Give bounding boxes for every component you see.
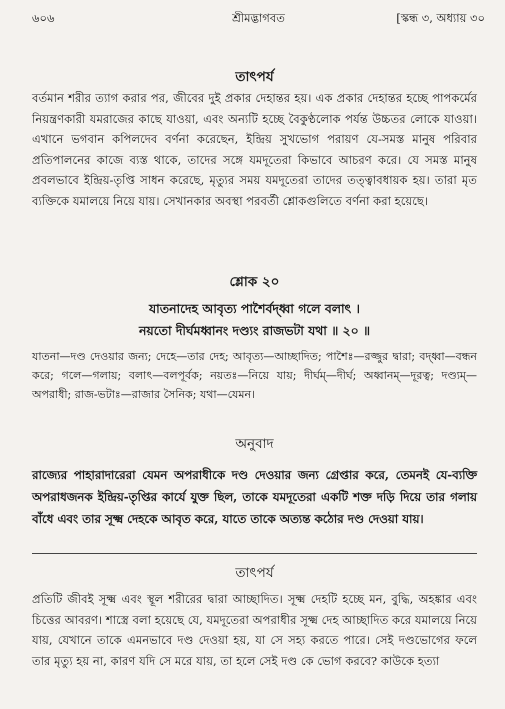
purport-bottom-section xyxy=(32,562,477,671)
verse-heading: শ্লোক ২০ xyxy=(229,274,280,290)
synonyms-section xyxy=(32,347,477,404)
verse-line-1: যাতনাদেহ আবৃত্য পাশৈর্বদ্ধ্বা গলে বলাৎ । xyxy=(149,301,360,316)
purport-top-body xyxy=(32,88,477,211)
purport-heading-2: তাৎপর্য xyxy=(235,565,274,581)
running-head xyxy=(32,10,485,29)
synonyms-paragraph: যাতনা—দণ্ড দেওয়ার জন্য; দেহে—তার দেহ; আবৃত্য—আচ্ছাদিত; পাশৈঃ—রজ্জুর দ্বারা; বদ্ধ্বা—বন্ধন করে; গলে—গলায়; বলাৎ—বলপূর্বক; নয়তঃ—নিয়ে যায়; দীর্ঘম্—দীর্ঘ; অধ্বানম্—দূরত্ব; দণ্ড্যম্—অপরাধী; রাজ-ভটাঃ—রাজার সৈনিক; যথা—যেমন। xyxy=(32,350,477,401)
translation-paragraph: রাজ্যের পাহারাদারেরা যেমন অপরাধীকে দণ্ড দেওয়ার জন্য গ্রেপ্তার করে, তেমনই যে-ব্যক্তি অপরাধজনক ইন্দ্রিয়-তৃপ্তির কার্যে যুক্ত ছিল, তাকে যমদূতেরা একটি শক্ত দড়ি দিয়ে তার গলায় বাঁধে এবং তার সূক্ষ্ম দেহকে আবৃত করে, যাতে তাকে অত্যন্ত কঠোর দণ্ড দেওয়া যায়। xyxy=(32,468,477,526)
purport-paragraph: বর্তমান শরীর ত্যাগ করার পর, জীবের দুই প্রকার দেহান্তর হয়। এক প্রকার দেহান্তর হচ্ছে পাপকর্মের নিয়ন্ত্রণকারী যমরাজের কাছে যাওয়া, এবং অন্যটি হচ্ছে বৈকুণ্ঠলোক পর্যন্ত উচ্চতর লোকে যাওয়া। এখানে ভগবান কপিলদেব বর্ণনা করেছেন, ইন্দ্রিয় সুখভোগ পরায়ণ যে-সমস্ত মানুষ পরিবার প্রতিপালনের কাজে ব্যস্ত থাকে, তাদের সঙ্গে যমদূতেরা কিভাবে আচরণ করে। যে সমস্ত মানুষ প্রবলভাবে ইন্দ্রিয়-তৃপ্তি সাধন করেছে, মৃত্যুর সময় যমদূতেরা তাদের তত্ত্বাবধায়ক হয়। তারা মৃত ব্যক্তিকে যমালয়ে নিয়ে যায়। সেখানকার অবস্থা পরবর্তী শ্লোকগুলিতে বর্ণনা করা হয়েছে। xyxy=(32,91,477,208)
translation-section xyxy=(32,433,477,530)
section-divider xyxy=(32,553,477,554)
purport-heading: তাৎপর্য xyxy=(235,69,274,85)
section-label: [স্কন্ধ ৩, অধ্যায় ৩০ xyxy=(396,11,485,25)
verse-line-2: নয়তো দীর্ঘমধ্বানং দণ্ড্যং রাজভটা যথা ॥ ২০ ॥ xyxy=(139,323,370,338)
translation-heading: অনুবাদ xyxy=(235,436,274,452)
purport-top-section xyxy=(32,66,477,89)
book-title: শ্রীমদ্ভাগবত xyxy=(232,11,285,25)
page-number: ৬০৬ xyxy=(32,11,55,25)
verse-section xyxy=(32,271,477,342)
purport-paragraph-2: প্রতিটি জীবই সূক্ষ্ম এবং স্থূল শরীরের দ্বারা আচ্ছাদিত। সূক্ষ্ম দেহটি হচ্ছে মন, বুদ্ধি, অহঙ্কার এবং চিত্তের আবরণ। শাস্ত্রে বলা হয়েছে যে, যমদূতেরা অপরাধীর সূক্ষ্ম দেহ আচ্ছাদিত করে যমালয়ে নিয়ে যায়, যেখানে তাকে এমনভাবে দণ্ড দেওয়া হয়, যা সে সহ্য করতে পারে। সেই দণ্ডভোগের ফলে তার মৃত্যু হয় না, কারণ যদি সে মরে যায়, তা হলে সেই দণ্ড কে ভোগ করবে? কাউকে হত্যা xyxy=(32,592,477,668)
